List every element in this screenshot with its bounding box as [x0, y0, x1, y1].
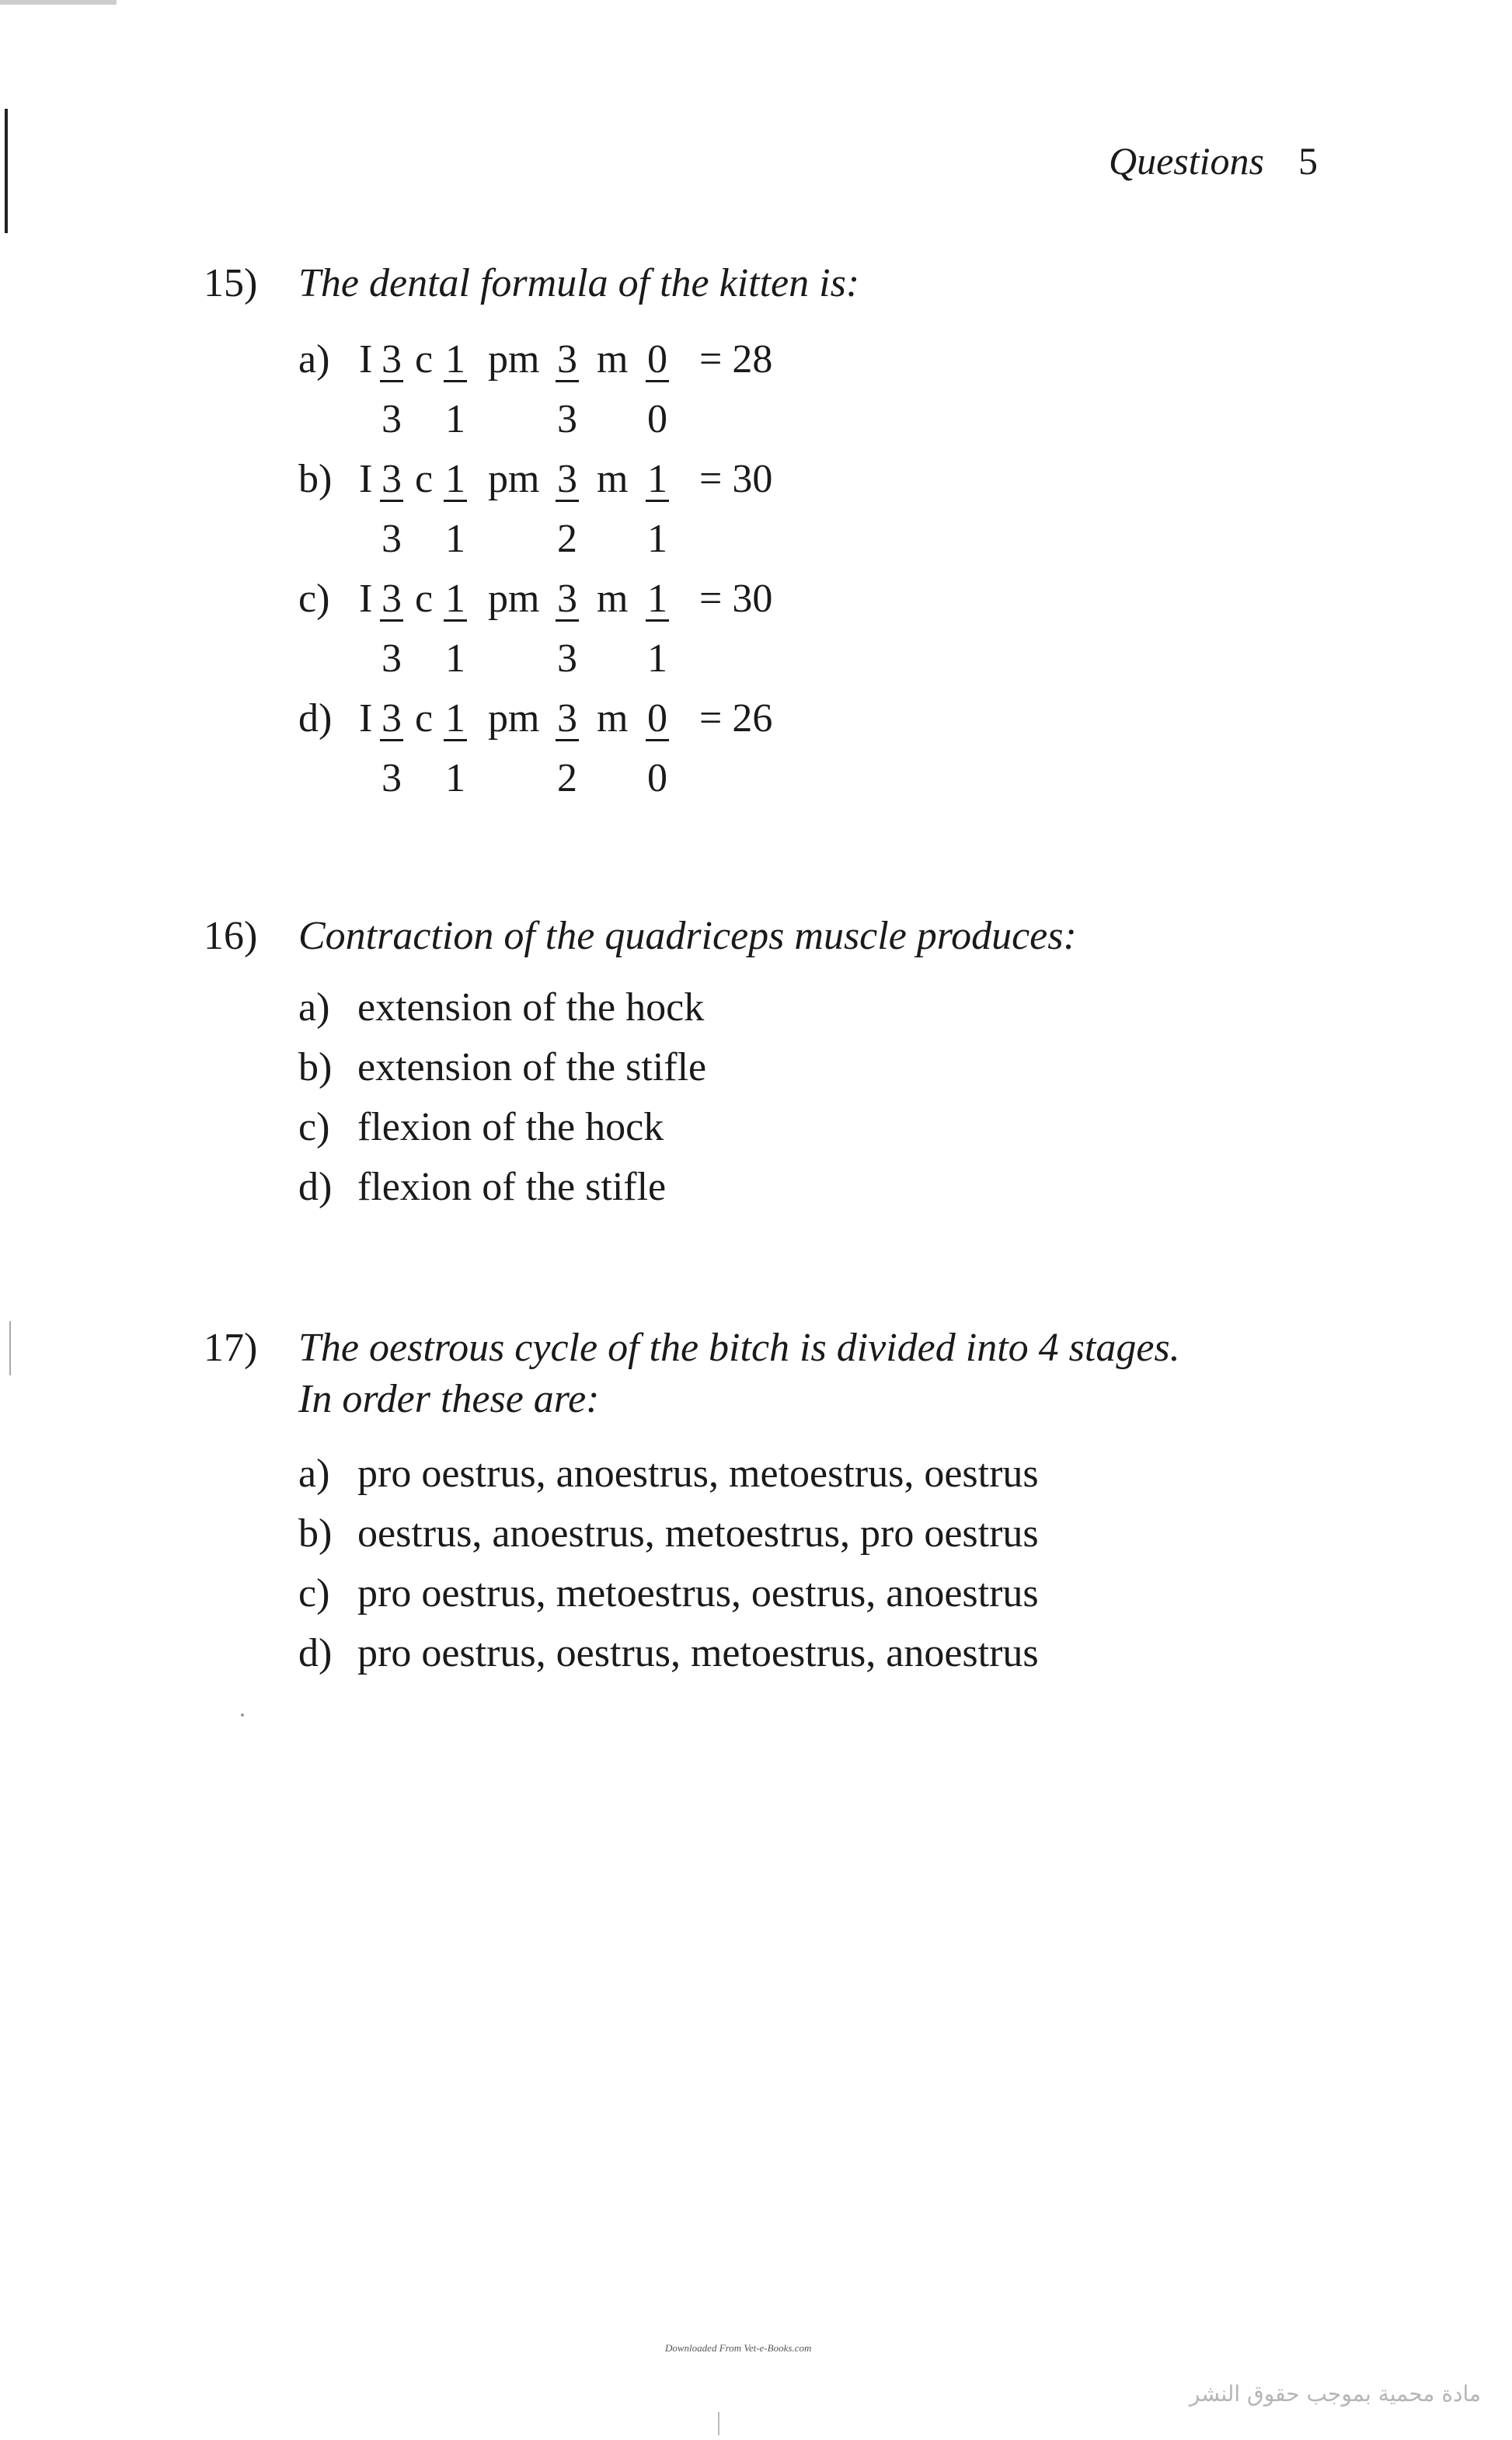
upper-molar: 1 [647, 577, 667, 621]
option-label: b) [298, 1511, 333, 1556]
scan-border-top [0, 0, 117, 5]
answer-options [298, 978, 1322, 1217]
lower-incisor: 3 [381, 756, 402, 800]
formula-option [298, 449, 1322, 569]
option-label: b) [298, 1045, 333, 1089]
option-text: pro oestrus, anoestrus, metoestrus, oestrus [357, 1452, 1039, 1496]
question-15 [204, 258, 1322, 808]
upper-canine: 1 [445, 337, 465, 382]
lower-molar: 0 [647, 397, 667, 441]
lower-molar: 1 [647, 517, 667, 561]
upper-premolar: 3 [557, 577, 577, 621]
source-note: Downloaded From Vet-e-Books.com [665, 2342, 812, 2354]
answer-option-b [298, 1037, 1322, 1097]
tooth-symbol-incisor: I [359, 457, 373, 501]
question-number: 16) [204, 914, 258, 958]
lower-premolar: 3 [557, 636, 577, 681]
answer-option-a [298, 978, 1322, 1037]
tooth-symbol-premolar: pm [488, 457, 540, 501]
question-text: Contraction of the quadriceps muscle produces: [298, 914, 1077, 958]
lower-canine: 1 [445, 517, 465, 561]
option-text: oestrus, anoestrus, metoestrus, pro oestrus [357, 1511, 1039, 1556]
lower-premolar: 3 [557, 397, 577, 441]
upper-incisor: 3 [381, 457, 402, 501]
option-text: flexion of the stifle [357, 1165, 667, 1209]
tooth-symbol-canine: c [415, 457, 434, 501]
lower-incisor: 3 [381, 636, 402, 681]
option-label: d) [298, 696, 333, 741]
tooth-symbol-canine: c [415, 337, 434, 382]
option-label: a) [298, 985, 330, 1030]
upper-canine: 1 [445, 696, 465, 741]
answer-option-a [298, 1444, 1322, 1504]
answer-option-b [298, 1504, 1322, 1563]
lower-premolar: 2 [557, 756, 577, 800]
tooth-symbol-incisor: I [359, 696, 373, 741]
upper-incisor: 3 [381, 577, 402, 621]
tooth-symbol-incisor: I [359, 577, 373, 621]
tooth-symbol-molar: m [597, 457, 629, 501]
question-number: 17) [204, 1326, 258, 1370]
option-label: a) [298, 1452, 330, 1496]
answer-option-c [298, 1097, 1322, 1157]
answer-option-c [298, 1563, 1322, 1623]
tooth-symbol-canine: c [415, 577, 434, 621]
question-16 [204, 911, 1322, 1217]
option-label: d) [298, 1165, 333, 1209]
lower-molar: 1 [647, 636, 667, 681]
option-label: c) [298, 1105, 330, 1149]
scan-border-bottom [718, 2412, 719, 2435]
option-text: flexion of the hock [357, 1105, 664, 1149]
option-text: extension of the stifle [357, 1045, 707, 1089]
formula-total: = 26 [699, 696, 773, 741]
option-label: c) [298, 577, 330, 621]
tooth-symbol-incisor: I [359, 337, 373, 382]
tooth-symbol-premolar: pm [488, 696, 540, 741]
tooth-symbol-premolar: pm [488, 337, 540, 382]
upper-incisor: 3 [381, 337, 402, 382]
tooth-symbol-molar: m [597, 337, 629, 382]
scan-speck [241, 1713, 244, 1717]
page-header [1109, 138, 1318, 183]
tooth-symbol-molar: m [597, 577, 629, 621]
lower-incisor: 3 [381, 397, 402, 441]
formula-total: = 30 [699, 577, 773, 621]
question-text-line-2: In order these are: [298, 1377, 600, 1421]
scan-border-left [5, 109, 8, 233]
question-text [298, 1323, 1180, 1425]
formula-option [298, 569, 1322, 688]
lower-molar: 0 [647, 756, 667, 800]
lower-premolar: 2 [557, 517, 577, 561]
upper-premolar: 3 [557, 337, 577, 382]
copyright-notice: مادة محمية بموجب حقوق النشر [1189, 2381, 1481, 2407]
upper-molar: 1 [647, 457, 667, 501]
lower-canine: 1 [445, 756, 465, 800]
lower-incisor: 3 [381, 517, 402, 561]
formula-option [298, 688, 1322, 808]
tooth-symbol-premolar: pm [488, 577, 540, 621]
upper-canine: 1 [445, 577, 465, 621]
lower-canine: 1 [445, 397, 465, 441]
answer-option-d [298, 1157, 1322, 1217]
formula-option [298, 329, 1322, 449]
question-17 [204, 1323, 1322, 1683]
answer-options [298, 1444, 1322, 1683]
question-number: 15) [204, 261, 258, 305]
answer-option-d [298, 1623, 1322, 1683]
formula-total: = 30 [699, 457, 773, 501]
formula-options [298, 329, 1322, 808]
option-label: c) [298, 1571, 330, 1616]
tooth-symbol-molar: m [597, 696, 629, 741]
tooth-symbol-canine: c [415, 696, 434, 741]
scan-border-mark [9, 1321, 11, 1375]
upper-incisor: 3 [381, 696, 402, 741]
option-label: b) [298, 457, 333, 501]
lower-canine: 1 [445, 636, 465, 681]
option-label: a) [298, 337, 330, 382]
page-number: 5 [1298, 139, 1318, 183]
upper-premolar: 3 [557, 457, 577, 501]
upper-canine: 1 [445, 457, 465, 501]
option-text: extension of the hock [357, 985, 705, 1030]
question-text: The dental formula of the kitten is: [298, 261, 860, 305]
upper-molar: 0 [647, 696, 667, 741]
question-text-line-1: The oestrous cycle of the bitch is divided into 4 stages. [298, 1326, 1180, 1370]
option-text: pro oestrus, oestrus, metoestrus, anoestrus [357, 1631, 1039, 1675]
upper-molar: 0 [647, 337, 667, 382]
formula-total: = 28 [699, 337, 773, 382]
upper-premolar: 3 [557, 696, 577, 741]
running-title: Questions [1109, 139, 1264, 183]
option-label: d) [298, 1631, 333, 1675]
option-text: pro oestrus, metoestrus, oestrus, anoestrus [357, 1571, 1039, 1616]
